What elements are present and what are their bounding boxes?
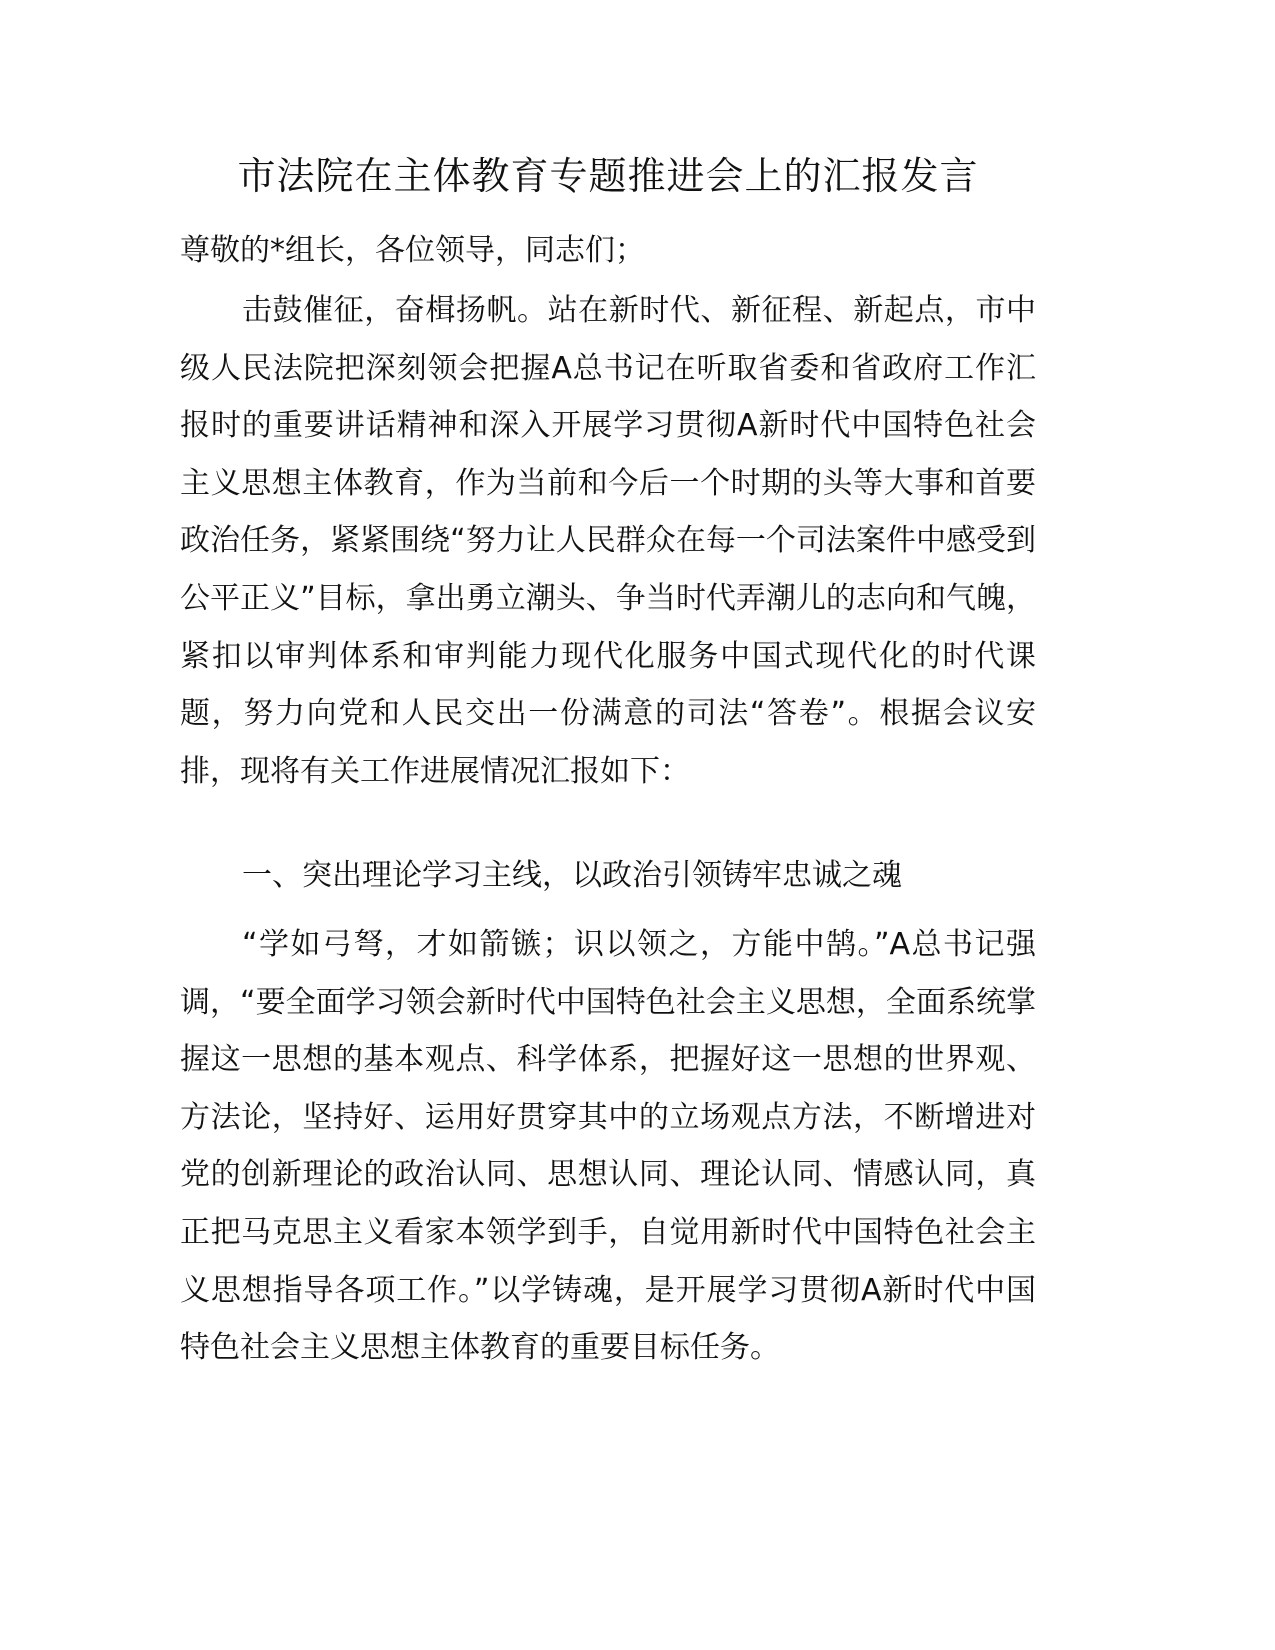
document-title: 市法院在主体教育专题推进会上的汇报发言	[237, 154, 979, 198]
body-paragraph-2: “学如弓弩，才如箭镞；识以领之，方能中鹄。”A总书记强调，“要全面学习领会新时代中国特色社会主义思想，全面系统掌握这一思想的基本观点、科学体系，把握好这一思想的世界观、方法论，坚持好、运用好贯穿其中的立场观点方法，不断增进对党的创新理论的政治认同、思想认同、理论认同、情感认同，真正把马克思主义看家本领学到手，自觉用新时代中国特色社会主义思想指导各项工作。”以学铸魂，是开展学习贯彻A新时代中国特色社会主义思想主体教育的重要目标任务。	[180, 927, 1036, 1366]
section-heading-1: 一、突出理论学习主线，以政治引领铸牢忠诚之魂	[242, 858, 902, 893]
body-paragraph-1: 击鼓催征，奋楫扬帆。站在新时代、新征程、新起点，市中级人民法院把深刻领会把握A总书记在听取省委和省政府工作汇报时的重要讲话精神和深入开展学习贯彻A新时代中国特色社会主义思想主体教育，作为当前和今后一个时期的头等大事和首要政治任务，紧紧围绕“努力让人民群众在每一个司法案件中感受到公平正义”目标，拿出勇立潮头、争当时代弄潮儿的志向和气魄，紧扣以审判体系和审判能力现代化服务中国式现代化的时代课题，努力向党和人民交出一份满意的司法“答卷”。根据会议安排，现将有关工作进展情况汇报如下：	[180, 293, 1036, 789]
salutation: 尊敬的*组长，各位领导，同志们；	[180, 233, 645, 268]
